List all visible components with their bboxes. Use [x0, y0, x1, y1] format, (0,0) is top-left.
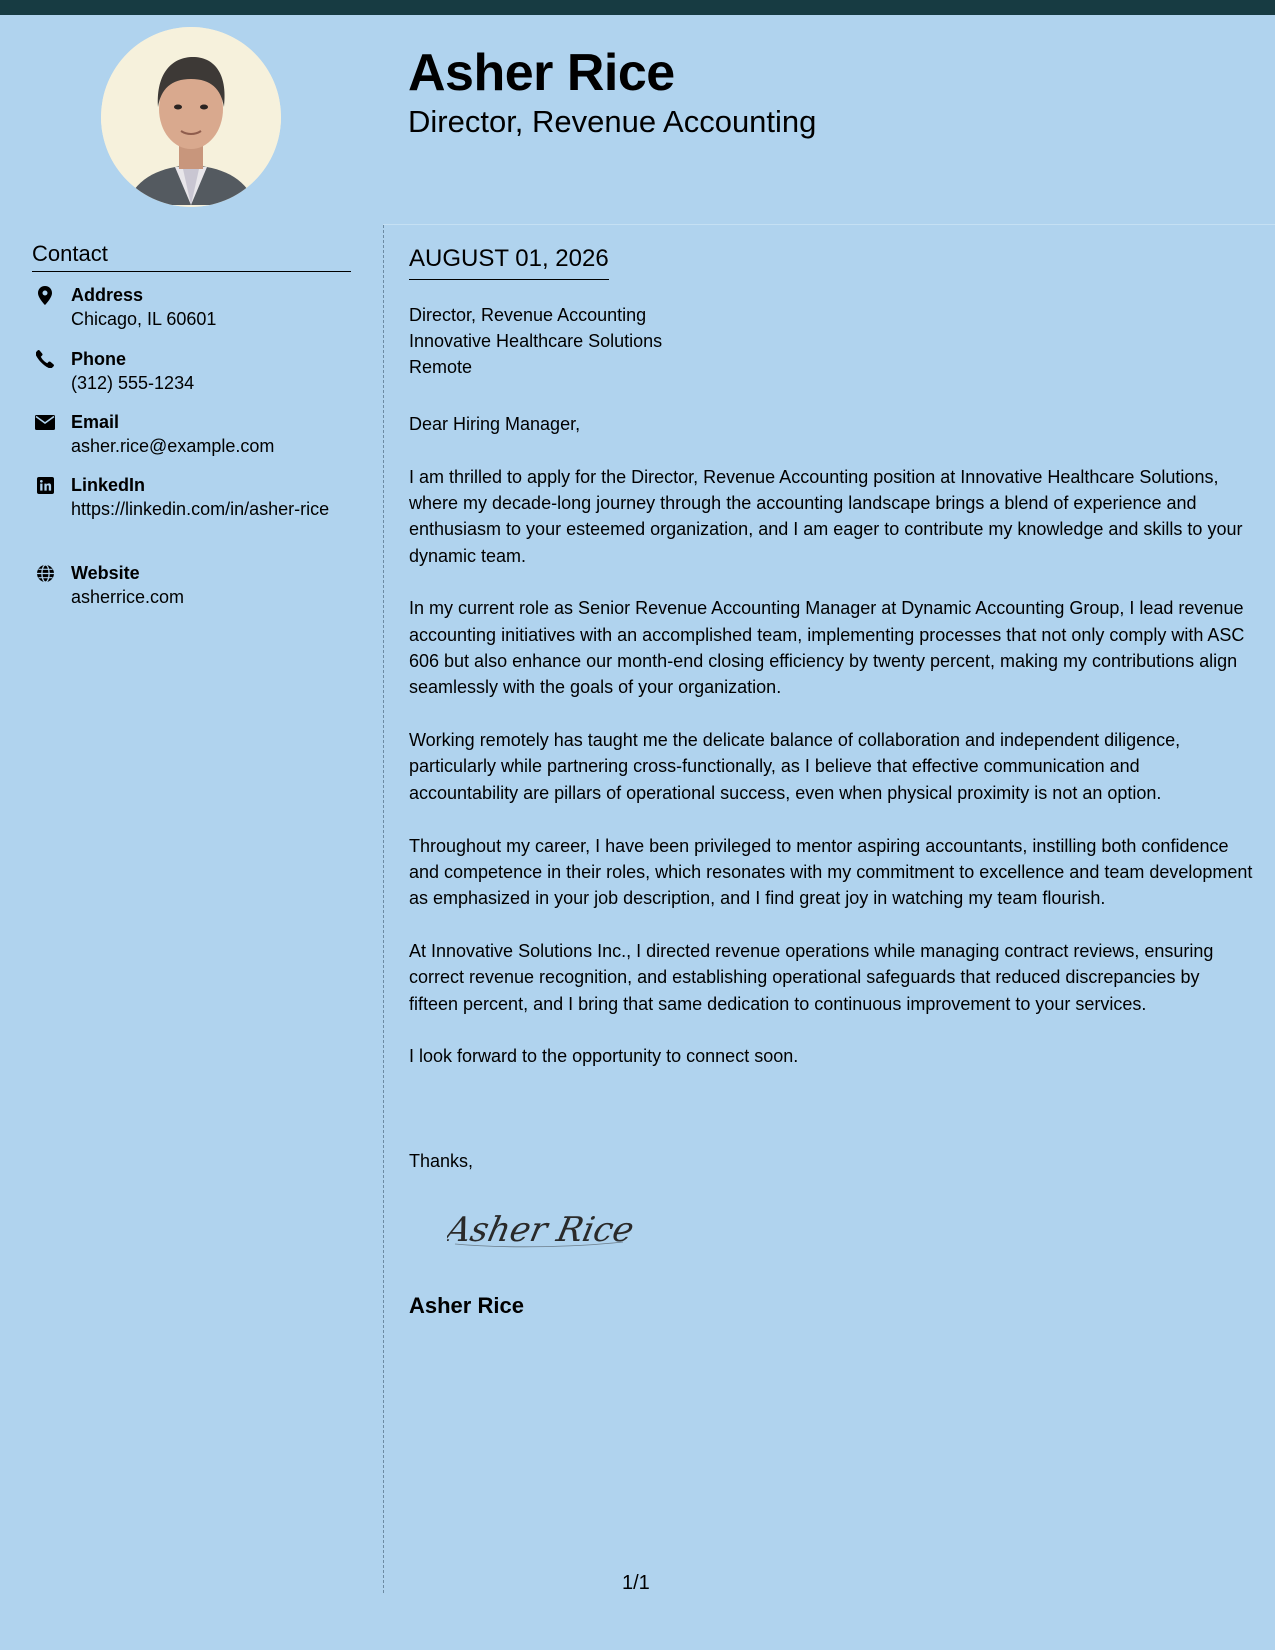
recipient-location: Remote	[409, 357, 473, 377]
contact-heading: Contact	[32, 240, 351, 272]
contact-website	[32, 561, 352, 609]
globe-icon	[32, 562, 58, 584]
envelope-icon	[32, 411, 58, 433]
salutation: Dear Hiring Manager,	[409, 414, 581, 434]
contact-label: Website	[71, 563, 140, 583]
contact-label: Phone	[71, 349, 127, 369]
candidate-name: Asher Rice	[408, 44, 675, 102]
page-number: 1/1	[622, 1572, 650, 1594]
contact-label: Address	[71, 285, 144, 305]
recipient-title: Director, Revenue Accounting	[409, 305, 647, 325]
body-paragraph: I am thrilled to apply for the Director, Revenue Accounting position at Innovative Healthcare Solutions, where my decade-long journey through the accounting landscape brings a blend of experience and enthusiasm to your esteemed organization, and I am eager to contribute my knowledge and skills to your dynamic team.	[409, 466, 1243, 566]
recipient-block	[409, 302, 662, 380]
contact-address	[32, 283, 352, 331]
contact-value: asher.rice@example.com	[71, 436, 275, 456]
recipient-company: Innovative Healthcare Solutions	[409, 331, 663, 351]
contact-label: LinkedIn	[71, 475, 146, 495]
contact-email	[32, 410, 352, 458]
signature-name: Asher Rice	[409, 1293, 524, 1318]
body-paragraph: I look forward to the opportunity to connect soon.	[409, 1046, 799, 1067]
contact-label: Email	[71, 412, 120, 432]
column-divider	[383, 225, 384, 1593]
contact-phone	[32, 347, 352, 395]
body-paragraph: At Innovative Solutions Inc., I directed revenue operations while managing contract reviews, ensuring correct revenue recognition, and establishing operational safeguards that reduced discrepancies by fifteen percent, and I bring that same dedication to continuous improvement to your services.	[409, 940, 1214, 1014]
body-paragraph: In my current role as Senior Revenue Accounting Manager at Dynamic Accounting Group, I lead revenue accounting initiatives with an accomplished team, implementing processes that not only comply with ASC 606 but also enhance our month-end closing efficiency by twenty percent, making my contributions align seamlessly with the goals of your organization.	[409, 598, 1245, 698]
handwritten-signature	[447, 1204, 637, 1259]
phone-icon	[32, 348, 58, 370]
contact-value[interactable]: asherrice.com	[71, 587, 185, 607]
letter-date: AUGUST 01, 2026	[409, 244, 609, 280]
body-paragraph: Working remotely has taught me the delicate balance of collaboration and independent diligence, particularly while partnering cross-functionally, as I believe that effective communication and accountability are pillars of operational success, even when physical proximity is not an option.	[409, 730, 1181, 803]
contact-linkedin	[32, 473, 352, 521]
contact-value: (312) 555-1234	[71, 373, 195, 393]
top-bar	[0, 0, 1275, 15]
header-divider	[383, 224, 1275, 225]
candidate-title: Director, Revenue Accounting	[408, 104, 817, 139]
profile-photo	[101, 27, 281, 207]
closing: Thanks,	[409, 1151, 474, 1171]
body-paragraph: Throughout my career, I have been privileged to mentor aspiring accountants, instilling both confidence and competence in their roles, which resonates with my commitment to excellence and team development as emphasized in your job description, and I find great joy in watching my team flourish.	[409, 835, 1253, 909]
svg-text:Asher Rice: Asher Rice	[447, 1210, 637, 1250]
letter-body	[409, 411, 1253, 1096]
contact-value: Chicago, IL 60601	[71, 309, 217, 329]
contact-value[interactable]: https://linkedin.com/in/asher-rice	[71, 499, 330, 519]
map-pin-icon	[32, 284, 58, 306]
linkedin-icon	[32, 474, 58, 496]
